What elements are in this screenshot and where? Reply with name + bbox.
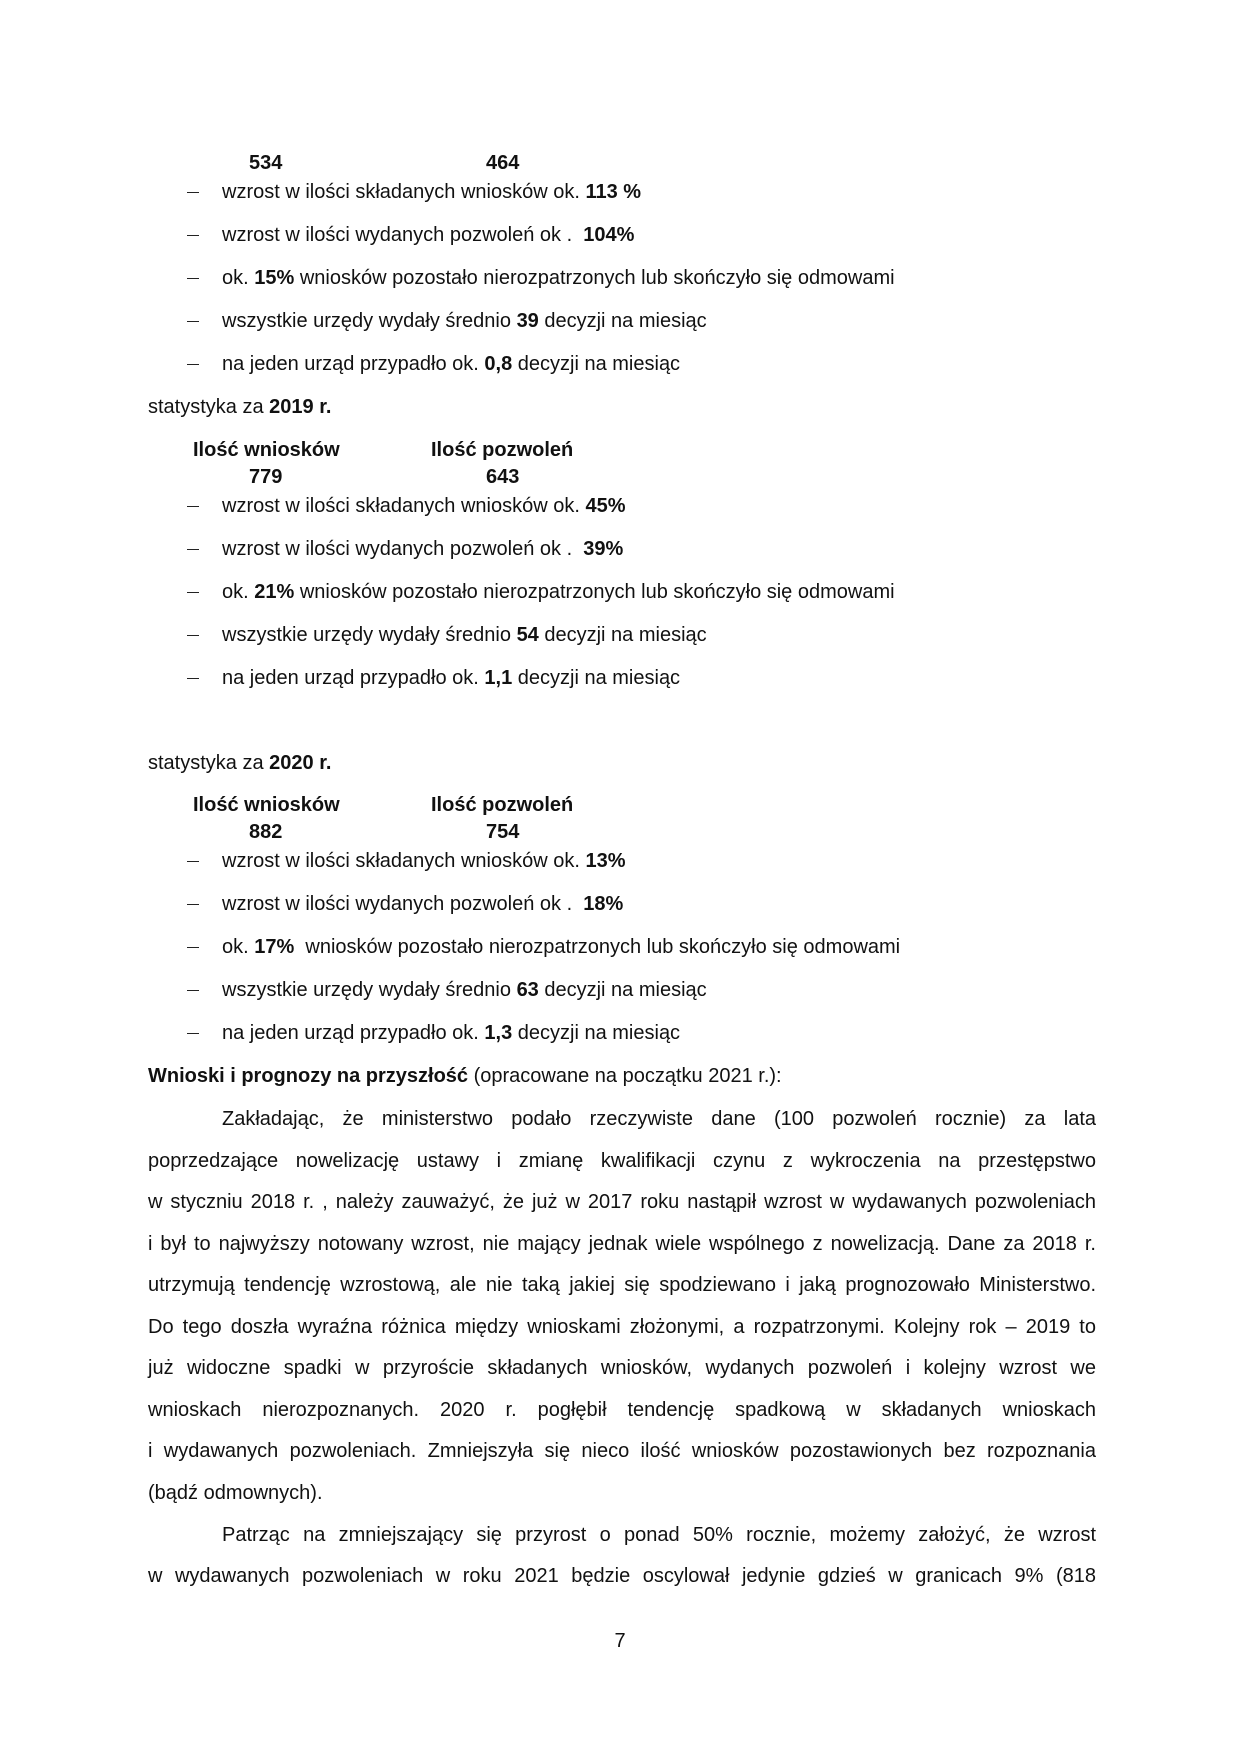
dash-bullet-icon xyxy=(187,235,199,236)
dash-bullet-icon xyxy=(187,678,199,679)
permits-count-2019: 643 xyxy=(486,466,520,488)
paragraph-line: Do tego doszła wyraźna różnica między wnioskami złożonymi, a rozpatrzonymi. Kolejny rok – 2019 to xyxy=(148,1316,1096,1338)
page-number: 7 xyxy=(614,1630,626,1652)
section-heading-2019: statystyka za 2019 r. xyxy=(148,396,332,418)
paragraph-line: w wydawanych pozwoleniach w roku 2021 będzie oscylował jedynie gdzieś w granicach 9% (818 xyxy=(148,1565,1096,1587)
list-item: wzrost w ilości wydanych pozwoleń ok . 104% xyxy=(222,224,635,246)
paragraph-line: utrzymują tendencję wzrostową, ale nie taką jakiej się spodziewano i jaką prognozowało Ministerstwo. xyxy=(148,1274,1096,1296)
dash-bullet-icon xyxy=(187,192,199,193)
paragraph-line: Zakładając, że ministerstwo podało rzeczywiste dane (100 pozwoleń rocznie) za lata xyxy=(222,1108,1096,1130)
paragraph-line: i był to najwyższy notowany wzrost, nie mający jednak wiele wspólnego z nowelizacją. Dane za 2018 r. xyxy=(148,1233,1096,1255)
list-item: wszystkie urzędy wydały średnio 39 decyzji na miesiąc xyxy=(222,310,707,332)
dash-bullet-icon xyxy=(187,904,199,905)
paragraph-line: i wydawanych pozwoleniach. Zmniejszyła się nieco ilość wniosków pozostawionych bez rozpoznania xyxy=(148,1440,1096,1462)
conclusions-heading: Wnioski i prognozy na przyszłość (opracowane na początku 2021 r.): xyxy=(148,1065,782,1087)
permits-count-top: 464 xyxy=(486,152,520,174)
dash-bullet-icon xyxy=(187,861,199,862)
dash-bullet-icon xyxy=(187,506,199,507)
dash-bullet-icon xyxy=(187,321,199,322)
column-header-applications: Ilość wniosków xyxy=(193,794,340,816)
dash-bullet-icon xyxy=(187,592,199,593)
list-item: wzrost w ilości składanych wniosków ok. 113 % xyxy=(222,181,642,203)
dash-bullet-icon xyxy=(187,364,199,365)
dash-bullet-icon xyxy=(187,990,199,991)
list-item: ok. 21% wniosków pozostało nierozpatrzonych lub skończyło się odmowami xyxy=(222,581,895,603)
list-item: ok. 15% wniosków pozostało nierozpatrzonych lub skończyło się odmowami xyxy=(222,267,895,289)
applications-count-top: 534 xyxy=(249,152,283,174)
dash-bullet-icon xyxy=(187,1033,199,1034)
paragraph-line: Patrząc na zmniejszający się przyrost o ponad 50% rocznie, możemy założyć, że wzrost xyxy=(222,1524,1096,1546)
paragraph-line: w styczniu 2018 r. , należy zauważyć, że już w 2017 roku nastąpił wzrost w wydawanych pozwoleniach xyxy=(148,1191,1096,1213)
list-item: ok. 17% wniosków pozostało nierozpatrzonych lub skończyło się odmowami xyxy=(222,936,901,958)
applications-count-2019: 779 xyxy=(249,466,283,488)
column-header-permits: Ilość pozwoleń xyxy=(431,794,574,816)
list-item: wzrost w ilości wydanych pozwoleń ok . 18% xyxy=(222,893,624,915)
list-item: wszystkie urzędy wydały średnio 63 decyzji na miesiąc xyxy=(222,979,707,1001)
dash-bullet-icon xyxy=(187,947,199,948)
list-item: wzrost w ilości składanych wniosków ok. 13% xyxy=(222,850,626,872)
list-item: na jeden urząd przypadło ok. 1,3 decyzji na miesiąc xyxy=(222,1022,681,1044)
paragraph-line: już widoczne spadki w przyroście składanych wniosków, wydanych pozwoleń i kolejny wzrost we xyxy=(148,1357,1096,1379)
dash-bullet-icon xyxy=(187,635,199,636)
dash-bullet-icon xyxy=(187,549,199,550)
list-item: wszystkie urzędy wydały średnio 54 decyzji na miesiąc xyxy=(222,624,707,646)
section-heading-2020: statystyka za 2020 r. xyxy=(148,752,332,774)
list-item: wzrost w ilości składanych wniosków ok. 45% xyxy=(222,495,626,517)
dash-bullet-icon xyxy=(187,278,199,279)
list-item: wzrost w ilości wydanych pozwoleń ok . 39% xyxy=(222,538,624,560)
column-header-applications: Ilość wniosków xyxy=(193,439,340,461)
list-item: na jeden urząd przypadło ok. 1,1 decyzji na miesiąc xyxy=(222,667,681,689)
list-item: na jeden urząd przypadło ok. 0,8 decyzji na miesiąc xyxy=(222,353,681,375)
permits-count-2020: 754 xyxy=(486,821,520,843)
applications-count-2020: 882 xyxy=(249,821,283,843)
paragraph-line: (bądź odmownych). xyxy=(148,1482,323,1504)
paragraph-line: wnioskach nierozpoznanych. 2020 r. pogłębił tendencję spadkową w składanych wnioskach xyxy=(148,1399,1096,1421)
paragraph-line: poprzedzające nowelizację ustawy i zmianę kwalifikacji czynu z wykroczenia na przestępstwo xyxy=(148,1150,1096,1172)
column-header-permits: Ilość pozwoleń xyxy=(431,439,574,461)
